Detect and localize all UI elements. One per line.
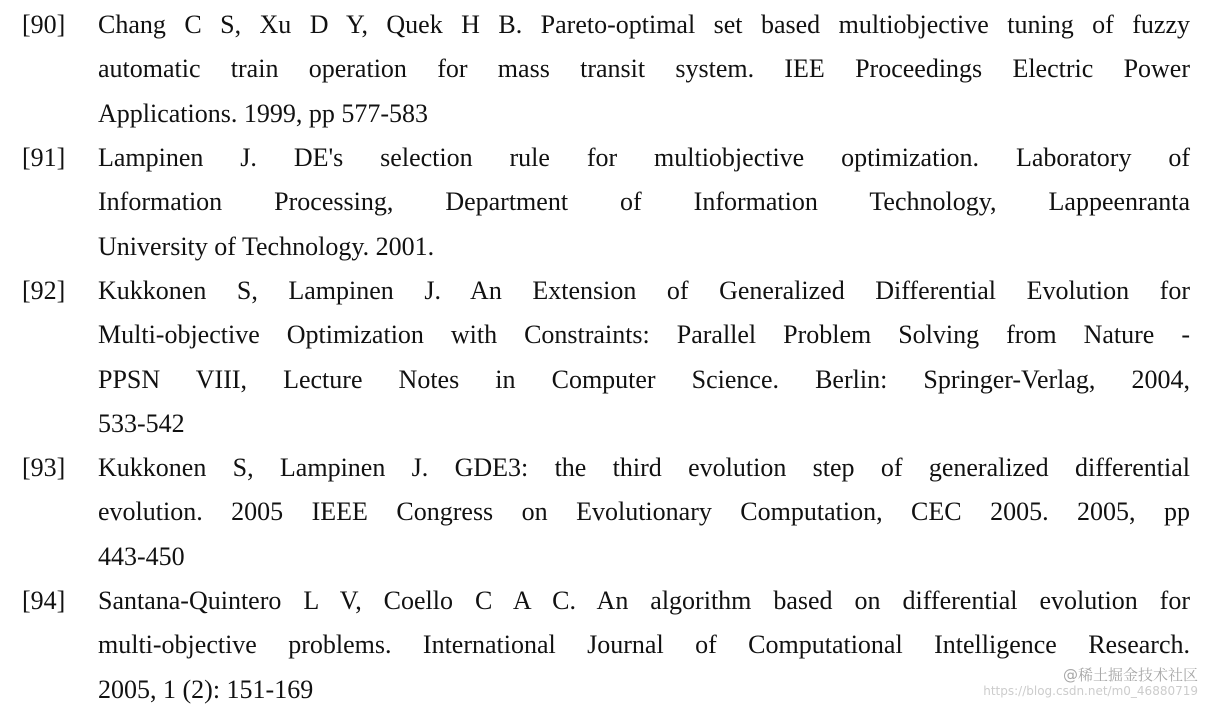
reference-line: Applications. 1999, pp 577-583 <box>98 98 429 128</box>
reference-number: [90] <box>22 10 66 39</box>
reference-number: [92] <box>22 276 66 305</box>
reference-text <box>98 3 1190 136</box>
reference-line: Lampinen J. DE's selection rule for multiobjective optimization. Laboratory of <box>98 143 1190 172</box>
reference-line: Information Processing, Department of Information Technology, Lappeenranta <box>98 187 1190 217</box>
reference-number: [91] <box>22 143 66 172</box>
reference-line: 2005, 1 (2): 151-169 <box>98 674 314 704</box>
reference-line: Santana-Quintero L V, Coello C A C. An algorithm based on differential evolution for <box>98 586 1190 615</box>
reference-line: automatic train operation for mass transit system. IEE Proceedings Electric Power <box>98 54 1190 84</box>
reference-text <box>98 269 1190 446</box>
reference-line: Multi-objective Optimization with Constraints: Parallel Problem Solving from Nature - <box>98 320 1190 350</box>
reference-line: 533-542 <box>98 408 185 438</box>
reference-line: multi-objective problems. International Journal of Computational Intelligence Research. <box>98 630 1190 660</box>
reference-number: [94] <box>22 586 66 615</box>
reference-text <box>98 579 1190 710</box>
reference-line: University of Technology. 2001. <box>98 231 435 261</box>
watermark-url: https://blog.csdn.net/m0_46880719 <box>983 684 1198 698</box>
reference-line: Kukkonen S, Lampinen J. An Extension of Generalized Differential Evolution for <box>98 276 1190 305</box>
reference-line: evolution. 2005 IEEE Congress on Evolutionary Computation, CEC 2005. 2005, pp <box>98 497 1190 527</box>
reference-text <box>98 136 1190 269</box>
reference-line: Kukkonen S, Lampinen J. GDE3: the third evolution step of generalized differential <box>98 453 1190 482</box>
reference-number: [93] <box>22 453 66 482</box>
reference-text <box>98 446 1190 579</box>
reference-line: 443-450 <box>98 541 185 571</box>
watermark-brand: @稀土掘金技术社区 <box>1062 666 1198 684</box>
reference-line: Chang C S, Xu D Y, Quek H B. Pareto-optimal set based multiobjective tuning of fuzzy <box>98 10 1190 39</box>
reference-line: PPSN VIII, Lecture Notes in Computer Science. Berlin: Springer-Verlag, 2004, <box>98 364 1190 394</box>
